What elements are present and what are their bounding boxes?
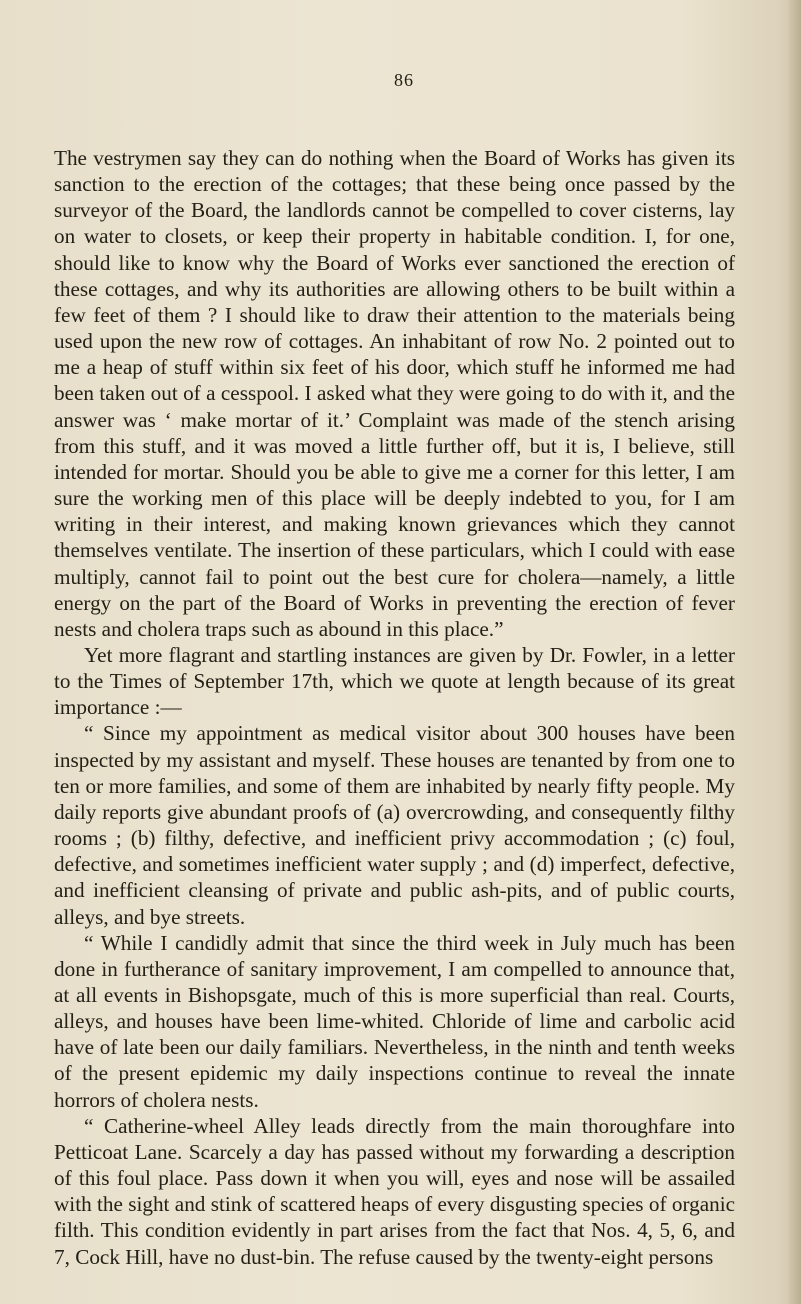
paragraph-bishopsgate: “ While I candidly admit that since the third week in July much has been done in furtherance of sanitary improvement, I am compelled to announce that, at all events in Bishopsgate, much of this is more superficial than real. Courts, alleys, and houses have been lime-whited. Chloride of lime and carbolic acid have of late been our daily familiars. Nevertheless, in the ninth and tenth weeks of the present epidemic my daily inspections continue to reveal the innate horrors of cholera nests. bbox=[54, 930, 735, 1112]
page-edge-shadow bbox=[787, 0, 801, 1304]
paragraph-catherine-wheel-alley: “ Catherine-wheel Alley leads directly from the main thoroughfare into Petticoat Lane. Scarcely a day has passed without my forwarding a description of this foul place. Pass down it when you will, eyes and nose will be assailed with the sight and stink of scattered heaps of every disgusting species of organic filth. This condition evidently in part arises from the fact that Nos. 4, 5, 6, and 7, Cock Hill, have no dust-bin. The refuse caused by the twenty-eight persons bbox=[54, 1113, 735, 1269]
paragraph-vestrymen: The vestrymen say they can do nothing when the Board of Works has given its sanction to the erection of the cottages; that these being once passed by the surveyor of the Board, the landlords cannot be compelled to cover cisterns, lay on water to closets, or keep their property in habitable condition. I, for one, should like to know why the Board of Works ever sanctioned the erection of these cottages, and why its authorities are allowing others to be built within a few feet of them ? I should like to draw their attention to the materials being used upon the new row of cottages. An inhabitant of row No. 2 pointed out to me a heap of stuff within six feet of his door, which stuff he informed me had been taken out of a cesspool. I asked what they were going to do with it, and the answer was ‘ make mortar of it.’ Complaint was made of the stench arising from this stuff, and it was moved a little further off, but it is, I believe, still intended for mortar. Should you be able to give me a corner for this letter, I am sure the working men of this place will be deeply indebted to you, for I am writing in their interest, and making known grievances which they cannot themselves ventilate. The insertion of these particulars, which I could with ease multiply, cannot fail to point out the best cure for cholera—namely, a little energy on the part of the Board of Works in preventing the erection of fever nests and cholera traps such as abound in this place.” bbox=[54, 146, 735, 641]
page-number: 86 bbox=[394, 70, 414, 90]
paragraph-fowler-intro: Yet more flagrant and startling instances are given by Dr. Fowler, in a letter to the Times of September 17th, which we quote at length because of its great importance :— bbox=[54, 642, 735, 720]
body-text bbox=[54, 145, 735, 1270]
paragraph-medical-visitor: “ Since my appointment as medical visitor about 300 houses have been inspected by my assistant and myself. These houses are tenanted by from one to ten or more families, and some of them are inhabited by nearly fifty people. My daily reports give abundant proofs of (a) overcrowding, and consequently filthy rooms ; (b) filthy, defective, and inefficient privy accommodation ; (c) foul, defective, and sometimes inefficient water supply ; and (d) imperfect, defective, and inefficient cleansing of private and public ash-pits, and of public courts, alleys, and bye streets. bbox=[54, 721, 735, 929]
